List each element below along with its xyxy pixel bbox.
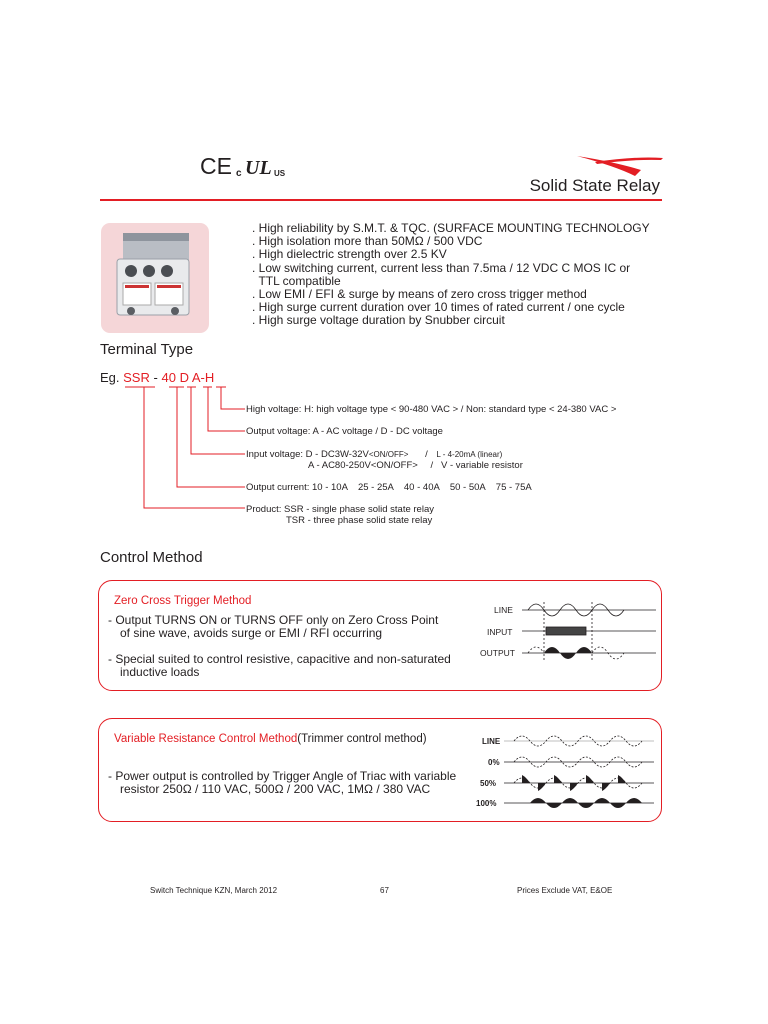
- example-input: D: [179, 370, 189, 385]
- desc-product-1: Product: SSR - single phase solid state relay: [246, 504, 434, 515]
- wave-label-input: INPUT: [487, 627, 513, 637]
- variable-resistance-title-suffix: (Trimmer control method): [297, 733, 427, 745]
- footer-right: Prices Exclude VAT, E&OE: [517, 886, 613, 895]
- wave-label-line: LINE: [494, 605, 513, 615]
- desc-input-voltage-2: [308, 460, 523, 471]
- footer-page-number: 67: [380, 886, 389, 895]
- wave-label-line-vr: LINE: [482, 737, 501, 746]
- desc-product-2: TSR - three phase solid state relay: [286, 515, 433, 526]
- example-dash: -: [153, 370, 158, 385]
- feature-item: . High dielectric strength over 2.5 KV: [252, 247, 447, 262]
- input-voltage-d: Input voltage: D - DC3W-32V: [246, 449, 369, 460]
- variable-resistance-title: [114, 733, 427, 745]
- feature-item: . Low EMI / EFI & surge by means of zero cross trigger method: [252, 287, 587, 302]
- ul-mark: UL: [245, 157, 272, 179]
- example-product: SSR: [123, 370, 150, 385]
- feature-item: . Low switching current, current less than 7.5ma / 12 VDC C MOS IC or: [252, 260, 631, 275]
- zero-cross-line-2: of sine wave, avoids surge or EMI / RFI occurring: [120, 626, 383, 640]
- terminal-example: [100, 370, 214, 385]
- certification-marks-icon: [200, 152, 300, 180]
- feature-item: TTL compatible: [252, 273, 341, 288]
- example-output-hv: A-H: [191, 370, 215, 385]
- variable-resistance-waveform: [474, 731, 656, 811]
- input-voltage-onoff: <ON/OFF>: [368, 450, 409, 459]
- zero-cross-line-4: inductive loads: [120, 665, 200, 679]
- desc-input-voltage-1: [246, 449, 502, 460]
- zero-cross-line-3: - Special suited to control resistive, capacitive and non-saturated: [108, 652, 451, 666]
- desc-output-voltage: Output voltage: A - AC voltage / D - DC voltage: [246, 426, 443, 437]
- control-method-heading: Control Method: [100, 549, 203, 566]
- ul-c-mark: c: [236, 168, 242, 179]
- input-voltage-sep: /: [425, 449, 428, 460]
- feature-item: . High surge voltage duration by Snubber circuit: [252, 313, 505, 328]
- wave-label-100: 100%: [476, 799, 497, 808]
- desc-output-current: Output current: 10 - 10A 25 - 25A 40 - 40A 50 - 50A 75 - 75A: [246, 482, 532, 493]
- wave-label-output: OUTPUT: [480, 648, 515, 658]
- input-voltage-a: A - AC80-250V<ON/OFF>: [308, 460, 418, 471]
- swoosh-logo-icon: [575, 150, 670, 178]
- wave-label-0: 0%: [488, 758, 500, 767]
- feature-item: . High isolation more than 50MΩ / 500 VDC: [252, 234, 483, 249]
- wave-label-50: 50%: [480, 779, 497, 788]
- page-title: Solid State Relay: [529, 176, 660, 195]
- feature-item: . High reliability by S.M.T. & TQC. (SURFACE MOUNTING TECHNOLOGY: [252, 221, 650, 235]
- input-voltage-v: / V - variable resistor: [430, 460, 523, 471]
- feature-item: . High surge current duration over 10 times of rated current / one cycle: [252, 300, 625, 315]
- desc-high-voltage: High voltage: H: high voltage type < 90-480 VAC > / Non: standard type < 24-380 VAC >: [246, 404, 617, 415]
- footer-left: Switch Technique KZN, March 2012: [150, 886, 278, 895]
- feature-list: [252, 222, 650, 328]
- ul-us-mark: US: [274, 169, 286, 178]
- terminal-type-heading: Terminal Type: [100, 341, 194, 358]
- zero-cross-line-1: - Output TURNS ON or TURNS OFF only on Zero Cross Point: [108, 613, 439, 627]
- example-prefix: Eg.: [100, 370, 120, 385]
- variable-resistance-line-1: - Power output is controlled by Trigger Angle of Triac with variable: [108, 769, 457, 783]
- ce-mark: CE: [200, 153, 232, 179]
- variable-resistance-line-2: resistor 250Ω / 110 VAC, 500Ω / 200 VAC, 1MΩ / 380 VAC: [120, 782, 431, 796]
- zero-cross-waveform: [480, 598, 658, 668]
- example-current: 40: [161, 370, 176, 385]
- variable-resistance-title-main: Variable Resistance Control Method: [114, 733, 298, 745]
- title-divider: [100, 199, 662, 201]
- zero-cross-title: Zero Cross Trigger Method: [114, 595, 252, 607]
- input-voltage-l: L - 4-20mA (linear): [436, 450, 503, 459]
- relay-product-photo: [101, 223, 209, 333]
